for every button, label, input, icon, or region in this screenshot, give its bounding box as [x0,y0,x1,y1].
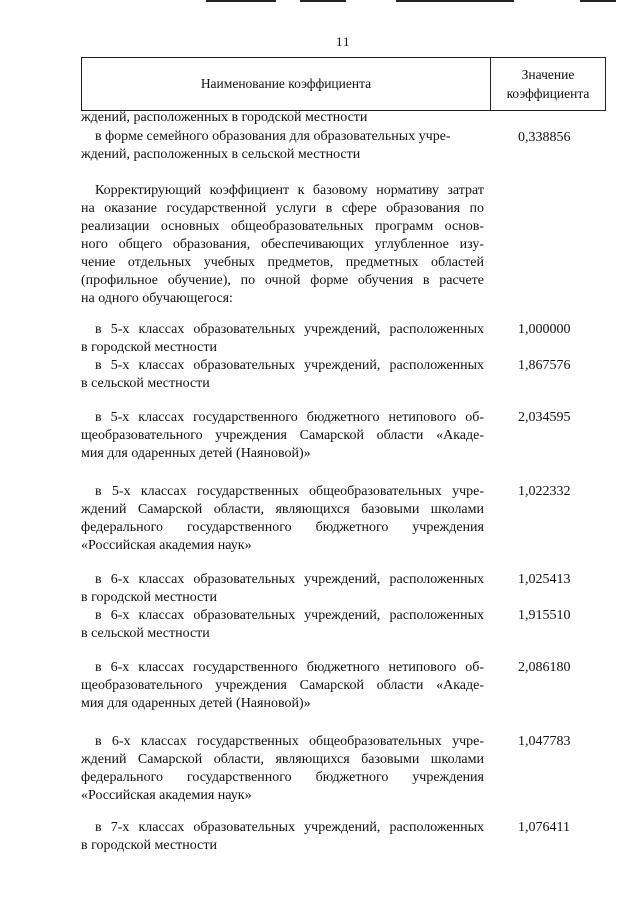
row-line: в 6-х классах государственных общеобразовательных учре- [95,734,484,749]
scan-edge-mark [580,0,616,2]
coefficient-value: 1,867576 [518,358,571,373]
row-line: в 5-х классах образовательных учреждений, расположенных [95,322,484,337]
row-line: в городской местности [81,838,217,853]
paragraph-line: на одного обучающегося: [81,291,233,306]
intro-line: ждений, расположенных в городской местности [81,110,368,125]
row-line: в 6-х классах образовательных учреждений, расположенных [95,572,484,587]
scan-edge-mark [206,0,276,2]
row-line: щеобразовательного учреждения Самарской области «Акаде- [81,678,484,693]
coefficient-value: 1,022332 [518,484,571,499]
row-line: федерального государственного бюджетного учреждения [81,520,484,535]
table-header [81,57,606,111]
scan-edge-mark [300,0,346,2]
column-header-name: Наименование коэффициента [200,76,372,91]
row-line: «Российская академия наук» [81,788,252,803]
coefficient-row [81,819,484,855]
row-line: в сельской местности [81,376,210,391]
coefficient-row [81,321,484,357]
coefficient-row [81,483,484,555]
row-line: в 5-х классах образовательных учреждений, расположенных [95,358,484,373]
coefficient-value: 2,086180 [518,660,571,675]
coefficient-value: 0,338856 [518,130,571,145]
intro-line: ждений, расположенных в сельской местности [81,147,361,162]
coefficient-value: 1,025413 [518,572,571,587]
coefficient-value: 1,047783 [518,734,571,749]
section-paragraph [81,182,484,308]
paragraph-line: Корректирующий коэффициент к базовому нормативу затрат [95,183,484,198]
row-line: в городской местности [81,340,217,355]
row-line: в 5-х классах государственных общеобразовательных учре- [95,484,484,499]
coefficient-row [81,571,484,607]
coefficient-row [81,409,484,463]
row-line: «Российская академия наук» [81,538,252,553]
coefficient-value: 2,034595 [518,410,571,425]
paragraph-line: (профильное обучение), по очной форме обучения в расчете [81,273,484,288]
row-line: щеобразовательного учреждения Самарской области «Акаде- [81,428,484,443]
row-line: федерального государственного бюджетного учреждения [81,770,484,785]
row-line: мия для одаренных детей (Наяновой)» [81,696,311,711]
row-line: ждений Самарской области, являющихся базовыми школами [81,752,484,767]
row-line: в 7-х классах образовательных учреждений, расположенных [95,820,484,835]
column-header-value: Значение коэффициента [506,67,590,101]
row-line: в 6-х классах государственного бюджетного нетипового об- [95,660,484,675]
coefficient-row [81,357,484,393]
coefficient-value: 1,000000 [518,322,571,337]
paragraph-line: реализации основных общеобразовательных программ основ- [81,219,484,234]
intro-line: в форме семейного образования для образовательных учре- [95,129,451,144]
row-line: в городской местности [81,590,217,605]
row-line: в 5-х классах государственного бюджетного нетипового об- [95,410,484,425]
coefficient-row [81,607,484,643]
coefficient-value: 1,076411 [518,820,570,835]
coefficient-row [81,733,484,805]
coefficient-value: 1,915510 [518,608,571,623]
row-line: в сельской местности [81,626,210,641]
row-line: ждений Самарской области, являющихся базовыми школами [81,502,484,517]
coefficient-row [81,659,484,713]
page-number: 11 [336,34,351,49]
paragraph-line: ного общего образования, обеспечивающих углубленное изу- [81,237,484,252]
paragraph-line: на оказание государственной услуги в сфере образования по [81,201,484,216]
paragraph-line: чение отдельных учебных предметов, предметных областей [81,255,484,270]
row-line: в 6-х классах образовательных учреждений, расположенных [95,608,484,623]
row-line: мия для одаренных детей (Наяновой)» [81,446,311,461]
scan-edge-mark [396,0,514,2]
